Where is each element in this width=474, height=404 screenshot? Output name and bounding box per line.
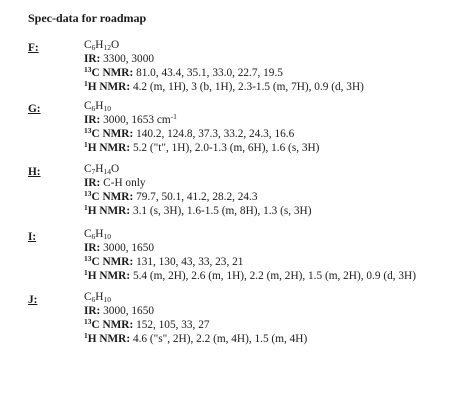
molecular-formula: $C_6H_{10}$ <box>84 291 111 304</box>
c13-nmr-line: $^{13}$C NMR: 81.0, 43.4, 35.1, 33.0, 22.7, 19.5 <box>84 65 283 79</box>
molecular-formula: $C_6H_{10}$ <box>84 100 111 113</box>
compound-label: G: <box>28 103 41 115</box>
compound-label: F: <box>28 42 39 54</box>
page-title: Spec-data for roadmap <box>28 11 147 25</box>
ir-line: IR: 3300, 3000 <box>84 53 154 65</box>
h1-nmr-line: $^1$H NMR: 5.4 (m, 2H), 2.6 (m, 1H), 2.2 (m, 2H), 1.5 (m, 2H), 0.9 (d, 3H) <box>84 268 416 282</box>
ir-line: IR: 3000, 1650 <box>84 242 154 254</box>
c13-nmr-line: $^{13}$C NMR: 140.2, 124.8, 37.3, 33.2, 24.3, 16.6 <box>84 126 295 140</box>
molecular-formula: $C_6H_{12}O$ <box>84 39 120 52</box>
c13-nmr-line: $^{13}$C NMR: 79.7, 50.1, 41.2, 28.2, 24.3 <box>84 189 258 203</box>
ir-line: IR: C-H only <box>84 177 146 189</box>
c13-nmr-line: $^{13}$C NMR: 131, 130, 43, 33, 23, 21 <box>84 254 244 268</box>
c13-nmr-line: $^{13}$C NMR: 152, 105, 33, 27 <box>84 317 210 331</box>
ir-line: IR: 3000, 1653 $cm^{-1}$ <box>84 112 177 126</box>
h1-nmr-line: $^1$H NMR: 5.2 ("t", 1H), 2.0-1.3 (m, 6H), 1.6 (s, 3H) <box>84 140 320 154</box>
molecular-formula: $C_6H_{10}$ <box>84 228 111 241</box>
compound-label: J: <box>28 294 38 306</box>
compound-label: H: <box>28 166 41 178</box>
ir-line: IR: 3000, 1650 <box>84 305 154 317</box>
molecular-formula: $C_7H_{14}O$ <box>84 163 120 176</box>
h1-nmr-line: $^1$H NMR: 4.2 (m, 1H), 3 (b, 1H), 2.3-1.5 (m, 7H), 0.9 (d, 3H) <box>84 79 364 93</box>
compound-label: I: <box>28 231 37 243</box>
h1-nmr-line: $^1$H NMR: 3.1 (s, 3H), 1.6-1.5 (m, 8H), 1.3 (s, 3H) <box>84 203 312 217</box>
h1-nmr-line: $^1$H NMR: 4.6 ("s", 2H), 2.2 (m, 4H), 1.5 (m, 4H) <box>84 331 308 345</box>
